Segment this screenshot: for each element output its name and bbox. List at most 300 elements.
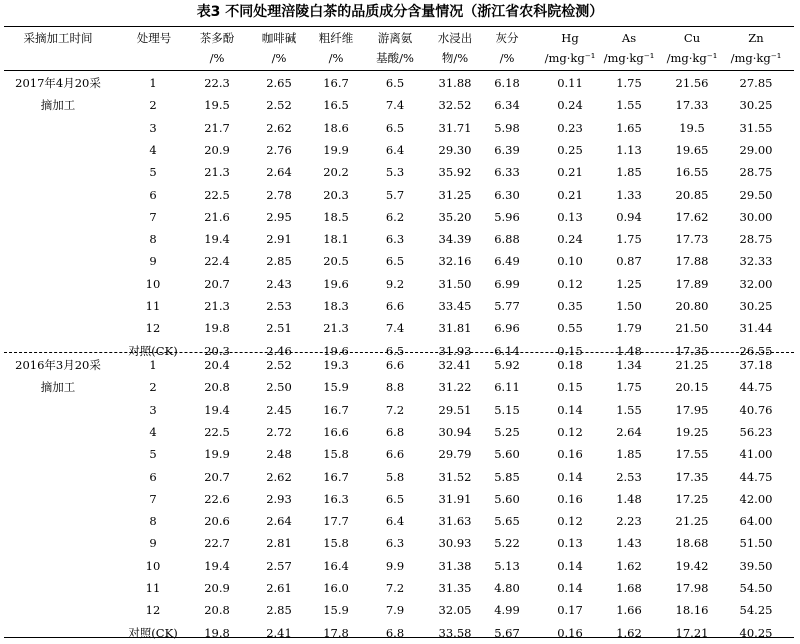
cell-cu: 18.68 (675, 536, 709, 551)
cell-zn: 56.23 (739, 424, 773, 439)
table-row (0, 466, 800, 488)
cell-crude-fiber: 19.6 (323, 343, 349, 358)
cell-cu: 17.25 (675, 491, 709, 506)
cell-water-extract: 35.20 (438, 209, 472, 224)
cell-treatment-no: 3 (149, 120, 157, 135)
cell-free-amino-acids: 6.8 (385, 424, 405, 439)
table-row (0, 421, 800, 443)
cell-free-amino-acids: 6.4 (385, 142, 405, 157)
table-row (0, 376, 800, 398)
cell-ash: 5.77 (494, 299, 520, 313)
cell-tea-polyphenols: 20.8 (204, 603, 230, 618)
cell-free-amino-acids: 6.2 (385, 209, 405, 224)
cell-as: 1.55 (616, 98, 642, 113)
cell-hg: 0.35 (557, 299, 583, 313)
cell-zn: 51.50 (739, 536, 773, 551)
cell-caffeine: 2.62 (266, 120, 292, 135)
cell-hg: 0.13 (557, 536, 583, 551)
cell-caffeine: 2.85 (266, 603, 292, 618)
cell-free-amino-acids: 7.4 (385, 321, 405, 336)
cell-free-amino-acids: 6.8 (385, 625, 405, 640)
table-caption: 表3 不同处理涪陵白茶的品质成分含量情况（浙江省农科院检测） (196, 4, 604, 20)
cell-ash: 6.88 (494, 232, 520, 247)
cell-ash: 5.98 (494, 120, 520, 135)
cell-treatment-no: 5 (149, 165, 157, 180)
cell-cu: 21.56 (675, 76, 709, 90)
cell-crude-fiber: 21.3 (323, 321, 349, 336)
cell-crude-fiber: 15.9 (323, 380, 349, 395)
header-harvest-time: 采摘加工时间 (23, 31, 93, 45)
table-row (0, 161, 800, 183)
cell-tea-polyphenols: 22.3 (204, 76, 230, 90)
cell-free-amino-acids: 6.6 (385, 299, 405, 313)
cell-free-amino-acids: 6.6 (385, 447, 405, 462)
cell-free-amino-acids: 5.7 (385, 187, 405, 202)
cell-ash: 6.18 (494, 76, 520, 90)
cell-as: 1.62 (616, 558, 642, 573)
cell-free-amino-acids: 5.8 (385, 469, 405, 484)
cell-zn: 30.25 (739, 299, 773, 313)
cell-ash: 5.92 (494, 358, 520, 372)
cell-water-extract: 31.50 (438, 276, 472, 291)
cell-cu: 21.25 (675, 358, 709, 372)
header-as: As /mg·kg⁻¹ (603, 31, 655, 65)
cell-tea-polyphenols: 21.6 (204, 209, 230, 224)
cell-treatment-no: 7 (149, 491, 157, 506)
cell-as: 2.64 (616, 424, 642, 439)
cell-as: 1.75 (616, 380, 642, 395)
table-row (0, 117, 800, 139)
cell-as: 1.65 (616, 120, 642, 135)
cell-crude-fiber: 16.4 (323, 558, 349, 573)
cell-as: 1.33 (616, 187, 642, 202)
cell-crude-fiber: 20.2 (323, 165, 349, 180)
cell-cu: 17.88 (675, 254, 709, 269)
cell-cu: 19.42 (675, 558, 709, 573)
cell-cu: 17.35 (675, 469, 709, 484)
cell-ash: 5.15 (494, 402, 520, 417)
cell-free-amino-acids: 6.5 (385, 343, 405, 358)
cell-tea-polyphenols: 19.9 (204, 447, 230, 462)
cell-as: 2.23 (616, 514, 642, 529)
cell-zn: 29.00 (739, 142, 773, 157)
cell-caffeine: 2.72 (266, 424, 292, 439)
table-row (0, 510, 800, 532)
cell-tea-polyphenols: 20.6 (204, 514, 230, 529)
top-rule (4, 26, 794, 27)
cell-free-amino-acids: 5.3 (385, 165, 405, 180)
cell-as: 2.53 (616, 469, 642, 484)
cell-caffeine: 2.65 (266, 76, 292, 90)
cell-caffeine: 2.81 (266, 536, 292, 551)
cell-zn: 32.00 (739, 276, 773, 291)
cell-ash: 6.11 (494, 380, 520, 395)
cell-cu: 21.25 (675, 514, 709, 529)
cell-as: 1.85 (616, 165, 642, 180)
cell-as: 1.85 (616, 447, 642, 462)
cell-water-extract: 32.16 (438, 254, 472, 269)
cell-cu: 17.73 (675, 232, 709, 247)
cell-free-amino-acids: 7.4 (385, 98, 405, 113)
table-row (0, 555, 800, 577)
cell-as: 1.13 (616, 142, 642, 157)
cell-as: 1.75 (616, 76, 642, 90)
cell-caffeine: 2.41 (266, 625, 292, 640)
cell-hg: 0.55 (557, 321, 583, 336)
cell-treatment-no: 6 (149, 469, 157, 484)
cell-cu: 17.35 (675, 343, 709, 358)
cell-treatment-no: 2 (149, 98, 157, 113)
table-row (0, 532, 800, 554)
table-row (0, 622, 800, 644)
cell-tea-polyphenols: 20.8 (204, 380, 230, 395)
cell-tea-polyphenols: 19.8 (204, 321, 230, 336)
cell-hg: 0.14 (557, 558, 583, 573)
cell-tea-polyphenols: 20.9 (204, 581, 230, 595)
cell-water-extract: 33.45 (438, 299, 472, 313)
cell-crude-fiber: 18.1 (323, 232, 349, 247)
cell-water-extract: 31.38 (438, 558, 472, 573)
cell-treatment-no: 8 (149, 232, 157, 247)
cell-tea-polyphenols: 22.7 (204, 536, 230, 551)
group-label-process: 摘加工 (40, 380, 76, 395)
cell-zn: 40.76 (739, 402, 773, 417)
cell-ash: 5.60 (494, 447, 520, 462)
table-row (0, 94, 800, 116)
cell-as: 1.55 (616, 402, 642, 417)
cell-ash: 5.65 (494, 514, 520, 529)
cell-tea-polyphenols: 21.3 (204, 299, 230, 313)
cell-cu: 17.55 (675, 447, 709, 462)
cell-caffeine: 2.45 (266, 402, 292, 417)
header-ash: 灰分 /% (495, 31, 519, 65)
cell-crude-fiber: 18.3 (323, 299, 349, 313)
cell-cu: 17.98 (675, 581, 709, 595)
cell-crude-fiber: 16.7 (323, 402, 349, 417)
cell-as: 1.48 (616, 343, 642, 358)
cell-treatment-no: 3 (149, 402, 157, 417)
cell-water-extract: 31.22 (438, 380, 472, 395)
cell-caffeine: 2.91 (266, 232, 292, 247)
cell-hg: 0.23 (557, 120, 583, 135)
group-label-date: 2016年3月20采 (15, 358, 101, 372)
cell-crude-fiber: 15.8 (323, 536, 349, 551)
cell-hg: 0.14 (557, 581, 583, 595)
cell-hg: 0.15 (557, 343, 583, 358)
cell-treatment-no: 10 (145, 558, 161, 573)
cell-zn: 37.18 (739, 358, 773, 372)
cell-treatment-no: 1 (149, 358, 157, 372)
cell-treatment-no: 1 (149, 76, 157, 90)
cell-water-extract: 31.25 (438, 187, 472, 202)
cell-zn: 28.75 (739, 232, 773, 247)
cell-ash: 6.99 (494, 276, 520, 291)
cell-hg: 0.18 (557, 358, 583, 372)
cell-zn: 30.25 (739, 98, 773, 113)
cell-cu: 21.50 (675, 321, 709, 336)
cell-zn: 44.75 (739, 469, 773, 484)
cell-cu: 17.33 (675, 98, 709, 113)
cell-hg: 0.24 (557, 98, 583, 113)
cell-zn: 64.00 (739, 514, 773, 529)
cell-caffeine: 2.50 (266, 380, 292, 395)
cell-caffeine: 2.85 (266, 254, 292, 269)
cell-zn: 44.75 (739, 380, 773, 395)
group-label-date: 2017年4月20采 (15, 76, 101, 90)
table-row (0, 599, 800, 621)
cell-crude-fiber: 19.9 (323, 142, 349, 157)
cell-crude-fiber: 15.8 (323, 447, 349, 462)
cell-treatment-no: 4 (149, 424, 157, 439)
cell-cu: 17.95 (675, 402, 709, 417)
cell-cu: 18.16 (675, 603, 709, 618)
cell-ash: 5.85 (494, 469, 520, 484)
cell-treatment-no: 6 (149, 187, 157, 202)
cell-as: 1.48 (616, 491, 642, 506)
header-treatment-no: 处理号 (136, 31, 172, 45)
cell-ash: 6.34 (494, 98, 520, 113)
cell-caffeine: 2.46 (266, 343, 292, 358)
cell-tea-polyphenols: 19.4 (204, 558, 230, 573)
cell-caffeine: 2.61 (266, 581, 292, 595)
cell-crude-fiber: 18.6 (323, 120, 349, 135)
cell-crude-fiber: 16.6 (323, 424, 349, 439)
cell-tea-polyphenols: 20.3 (204, 343, 230, 358)
cell-crude-fiber: 17.8 (323, 625, 349, 640)
cell-treatment-no: 8 (149, 514, 157, 529)
cell-as: 1.43 (616, 536, 642, 551)
cell-free-amino-acids: 6.5 (385, 120, 405, 135)
cell-crude-fiber: 17.7 (323, 514, 349, 529)
cell-tea-polyphenols: 20.9 (204, 142, 230, 157)
cell-zn: 54.50 (739, 581, 773, 595)
cell-crude-fiber: 16.0 (323, 581, 349, 595)
cell-tea-polyphenols: 20.7 (204, 469, 230, 484)
cell-hg: 0.16 (557, 447, 583, 462)
cell-caffeine: 2.48 (266, 447, 292, 462)
cell-free-amino-acids: 7.2 (385, 581, 405, 595)
cell-hg: 0.14 (557, 402, 583, 417)
cell-water-extract: 32.05 (438, 603, 472, 618)
cell-caffeine: 2.64 (266, 165, 292, 180)
cell-crude-fiber: 20.5 (323, 254, 349, 269)
cell-ash: 6.33 (494, 165, 520, 180)
cell-zn: 27.85 (739, 76, 773, 90)
cell-free-amino-acids: 6.3 (385, 536, 405, 551)
cell-ash: 5.96 (494, 209, 520, 224)
table-row (0, 250, 800, 272)
cell-zn: 29.50 (739, 187, 773, 202)
cell-hg: 0.11 (557, 76, 583, 90)
cell-zn: 30.00 (739, 209, 773, 224)
table-header (0, 28, 800, 70)
cell-zn: 32.33 (739, 254, 773, 269)
cell-as: 1.79 (616, 321, 642, 336)
header-cu: Cu /mg·kg⁻¹ (666, 31, 718, 65)
cell-caffeine: 2.64 (266, 514, 292, 529)
cell-free-amino-acids: 8.8 (385, 380, 405, 395)
cell-caffeine: 2.76 (266, 142, 292, 157)
cell-caffeine: 2.53 (266, 299, 292, 313)
cell-treatment-no: 对照(CK) (128, 343, 178, 358)
cell-tea-polyphenols: 22.4 (204, 254, 230, 269)
cell-as: 0.94 (616, 209, 642, 224)
cell-hg: 0.12 (557, 276, 583, 291)
cell-caffeine: 2.52 (266, 358, 292, 372)
cell-treatment-no: 11 (145, 299, 161, 313)
cell-free-amino-acids: 9.9 (385, 558, 405, 573)
cell-crude-fiber: 15.9 (323, 603, 349, 618)
cell-water-extract: 30.94 (438, 424, 472, 439)
cell-hg: 0.21 (557, 187, 583, 202)
cell-treatment-no: 10 (145, 276, 161, 291)
cell-as: 0.87 (616, 254, 642, 269)
cell-water-extract: 33.58 (438, 625, 472, 640)
cell-hg: 0.15 (557, 380, 583, 395)
cell-cu: 19.25 (675, 424, 709, 439)
cell-treatment-no: 7 (149, 209, 157, 224)
table-row (0, 354, 800, 376)
header-tea-polyphenols: 茶多酚 /% (199, 31, 235, 65)
cell-zn: 39.50 (739, 558, 773, 573)
cell-zn: 40.25 (739, 625, 773, 640)
cell-zn: 42.00 (739, 491, 773, 506)
cell-cu: 20.15 (675, 380, 709, 395)
cell-hg: 0.25 (557, 142, 583, 157)
cell-zn: 54.25 (739, 603, 773, 618)
cell-free-amino-acids: 6.5 (385, 254, 405, 269)
cell-ash: 6.49 (494, 254, 520, 269)
cell-hg: 0.24 (557, 232, 583, 247)
cell-treatment-no: 12 (145, 321, 161, 336)
cell-zn: 28.75 (739, 165, 773, 180)
cell-as: 1.62 (616, 625, 642, 640)
cell-water-extract: 31.35 (438, 581, 472, 595)
cell-water-extract: 34.39 (438, 232, 472, 247)
cell-zn: 31.44 (739, 321, 773, 336)
cell-hg: 0.16 (557, 491, 583, 506)
cell-ash: 5.22 (494, 536, 520, 551)
cell-crude-fiber: 16.7 (323, 469, 349, 484)
cell-water-extract: 31.91 (438, 491, 472, 506)
cell-crude-fiber: 19.3 (323, 358, 349, 372)
cell-free-amino-acids: 6.6 (385, 358, 405, 372)
cell-ash: 5.67 (494, 625, 520, 640)
header-hg: Hg /mg·kg⁻¹ (544, 31, 596, 65)
cell-treatment-no: 9 (149, 536, 157, 551)
header-crude-fiber: 粗纤维 /% (318, 31, 354, 65)
cell-caffeine: 2.52 (266, 98, 292, 113)
cell-hg: 0.12 (557, 424, 583, 439)
cell-ash: 6.14 (494, 343, 520, 358)
cell-zn: 31.55 (739, 120, 773, 135)
table-row (0, 72, 800, 94)
cell-free-amino-acids: 7.2 (385, 402, 405, 417)
cell-water-extract: 31.52 (438, 469, 472, 484)
cell-tea-polyphenols: 19.4 (204, 232, 230, 247)
cell-cu: 16.55 (675, 165, 709, 180)
cell-caffeine: 2.51 (266, 321, 292, 336)
cell-free-amino-acids: 9.2 (385, 276, 405, 291)
cell-ash: 6.30 (494, 187, 520, 202)
cell-tea-polyphenols: 19.5 (204, 98, 230, 113)
cell-tea-polyphenols: 21.7 (204, 120, 230, 135)
cell-treatment-no: 11 (145, 581, 161, 595)
cell-caffeine: 2.93 (266, 491, 292, 506)
cell-treatment-no: 4 (149, 142, 157, 157)
cell-treatment-no: 12 (145, 603, 161, 618)
cell-free-amino-acids: 7.9 (385, 603, 405, 618)
cell-zn: 41.00 (739, 447, 773, 462)
table-row (0, 206, 800, 228)
cell-tea-polyphenols: 21.3 (204, 165, 230, 180)
cell-as: 1.75 (616, 232, 642, 247)
cell-as: 1.68 (616, 581, 642, 595)
cell-hg: 0.12 (557, 514, 583, 529)
table-row (0, 317, 800, 339)
cell-water-extract: 29.30 (438, 142, 472, 157)
header-rule (4, 70, 794, 71)
cell-cu: 17.21 (675, 625, 709, 640)
cell-caffeine: 2.78 (266, 187, 292, 202)
cell-cu: 17.89 (675, 276, 709, 291)
cell-cu: 20.80 (675, 299, 709, 313)
cell-cu: 20.85 (675, 187, 709, 202)
cell-hg: 0.14 (557, 469, 583, 484)
cell-treatment-no: 5 (149, 447, 157, 462)
cell-tea-polyphenols: 22.5 (204, 424, 230, 439)
cell-ash: 6.39 (494, 142, 520, 157)
cell-water-extract: 29.79 (438, 447, 472, 462)
cell-cu: 19.5 (679, 120, 705, 135)
cell-hg: 0.17 (557, 603, 583, 618)
cell-water-extract: 29.51 (438, 402, 472, 417)
cell-tea-polyphenols: 20.4 (204, 358, 230, 372)
cell-water-extract: 31.71 (438, 120, 472, 135)
cell-tea-polyphenols: 20.7 (204, 276, 230, 291)
table-row (0, 184, 800, 206)
cell-water-extract: 35.92 (438, 165, 472, 180)
cell-cu: 19.65 (675, 142, 709, 157)
table-row (0, 273, 800, 295)
cell-water-extract: 30.93 (438, 536, 472, 551)
cell-ash: 5.60 (494, 491, 520, 506)
cell-ash: 4.99 (494, 603, 520, 618)
cell-crude-fiber: 18.5 (323, 209, 349, 224)
table-row (0, 228, 800, 250)
group-label-process: 摘加工 (40, 98, 76, 113)
cell-hg: 0.21 (557, 165, 583, 180)
cell-water-extract: 31.88 (438, 76, 472, 90)
cell-as: 1.34 (616, 358, 642, 372)
cell-caffeine: 2.43 (266, 276, 292, 291)
cell-hg: 0.10 (557, 254, 583, 269)
cell-hg: 0.13 (557, 209, 583, 224)
cell-free-amino-acids: 6.5 (385, 76, 405, 90)
table-row (0, 488, 800, 510)
cell-tea-polyphenols: 19.4 (204, 402, 230, 417)
cell-ash: 4.80 (494, 581, 520, 595)
cell-crude-fiber: 19.6 (323, 276, 349, 291)
cell-cu: 17.62 (675, 209, 709, 224)
cell-treatment-no: 对照(CK) (128, 625, 178, 640)
table-row (0, 399, 800, 421)
cell-water-extract: 31.81 (438, 321, 472, 336)
cell-as: 1.50 (616, 299, 642, 313)
table-row (0, 577, 800, 599)
cell-water-extract: 31.63 (438, 514, 472, 529)
cell-water-extract: 32.52 (438, 98, 472, 113)
